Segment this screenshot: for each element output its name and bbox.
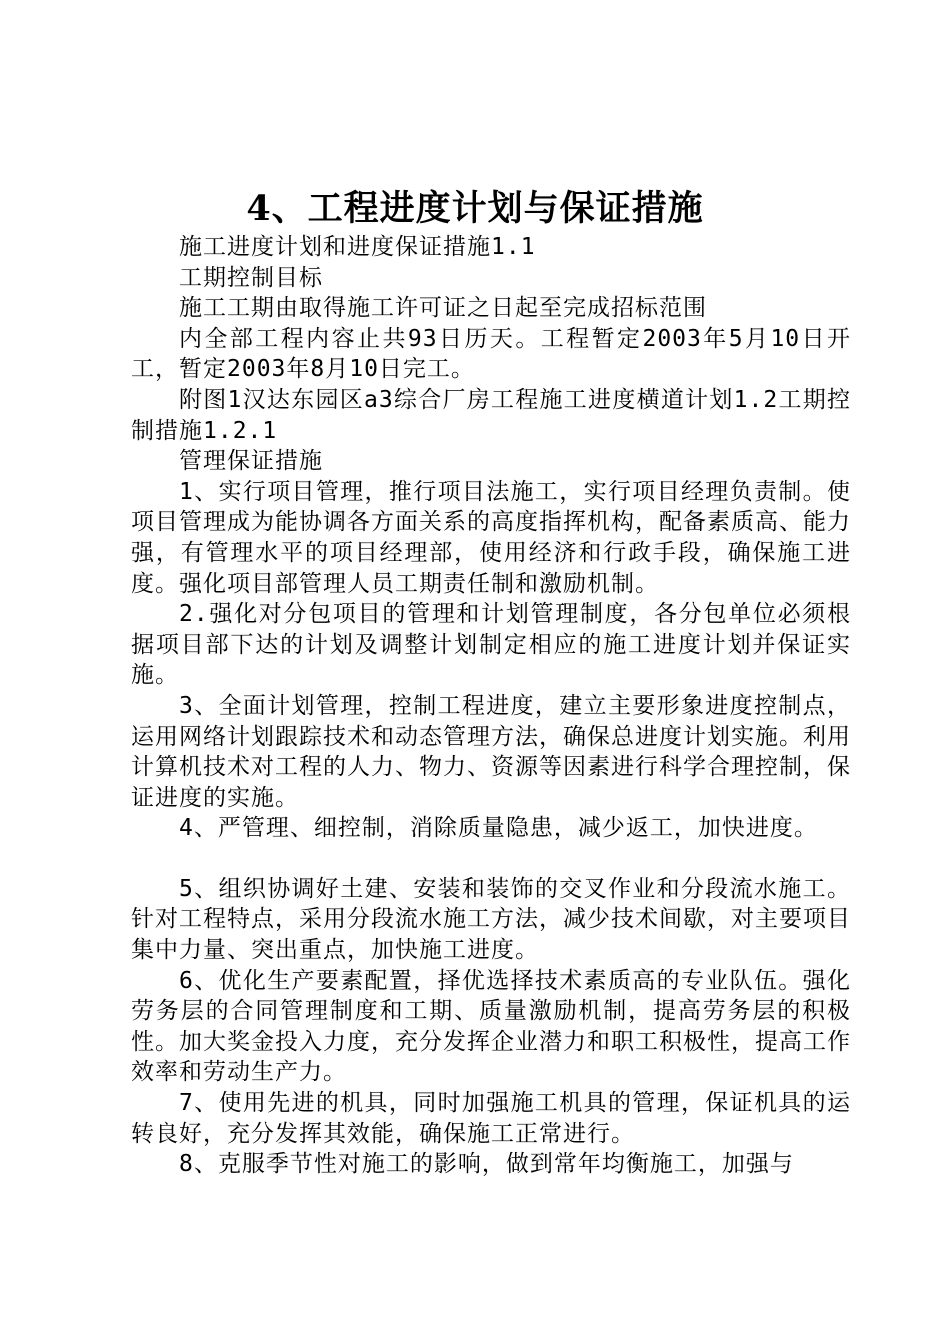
paragraph-item-6: 6、优化生产要素配置，择优选择技术素质高的专业队伍。强化劳务层的合同管理制度和工期、质量激励机制，提高劳务层的积极性。加大奖金投入力度，充分发挥企业潜力和职工积极性，提高工作效率和劳动生产力。 — [131, 967, 851, 1086]
paragraph-item-7: 7、使用先进的机具，同时加强施工机具的管理，保证机具的运转良好，充分发挥其效能，确保施工正常进行。 — [131, 1090, 851, 1147]
paragraph-goal-heading: 工期控制目标 — [179, 264, 323, 291]
paragraph-duration-dates: 内全部工程内容止共93日历天。工程暂定2003年5月10日开工，暂定2003年8月10日完工。 — [131, 325, 851, 383]
paragraph-item-5: 5、组织协调好土建、安装和装饰的交叉作业和分段流水施工。针对工程特点，采用分段流水施工方法，减少技术间歇，对主要项目集中力量、突出重点，加快施工进度。 — [131, 875, 851, 964]
paragraph-management-heading: 管理保证措施 — [179, 448, 323, 475]
paragraph-duration-intro: 施工工期由取得施工许可证之日起至完成招标范围 — [179, 295, 707, 322]
paragraph-schedule-heading: 施工进度计划和进度保证措施1.1 — [179, 234, 536, 260]
paragraph-item-1: 1、实行项目管理，推行项目法施工，实行项目经理负责制。使项目管理成为能协调各方面关系的高度指挥机构，配备素质高、能力强，有管理水平的项目经理部，使用经济和行政手段，确保施工进度。强化项目部管理人员工期责任制和激励机制。 — [131, 478, 851, 597]
paragraph-attachment: 附图1汉达东园区a3综合厂房工程施工进度横道计划1.2工期控制措施1.2.1 — [131, 386, 851, 444]
paragraph-item-8: 8、克服季节性对施工的影响，做到常年均衡施工，加强与 — [179, 1151, 794, 1178]
document-title: 4、工程进度计划与保证措施 — [246, 188, 704, 229]
paragraph-item-3: 3、全面计划管理，控制工程进度，建立主要形象进度控制点，运用网络计划跟踪技术和动态管理方法，确保总进度计划实施。利用计算机技术对工程的人力、物力、资源等因素进行科学合理控制，保证进度的实施。 — [131, 692, 851, 811]
paragraph-item-2: 2.强化对分包项目的管理和计划管理制度，各分包单位必须根据项目部下达的计划及调整计划制定相应的施工进度计划并保证实施。 — [131, 601, 851, 689]
paragraph-item-4: 4、严管理、细控制，消除质量隐患，减少返工，加快进度。 — [179, 815, 818, 842]
document-body — [131, 232, 851, 1180]
